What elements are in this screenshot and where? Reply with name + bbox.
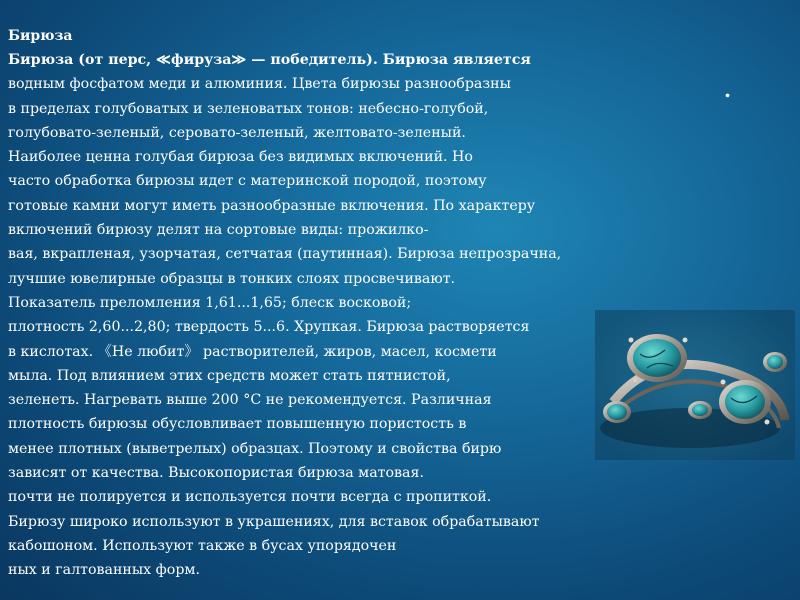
body-line: лучшие ювелирные образцы в тонких слоях просвечивают. — [8, 270, 456, 287]
body-line: в кислотах. 《Не любит》 растворителей, жиров, масел, космети — [8, 343, 497, 360]
body-line: кабошоном. Используют также в бусах упорядочен — [8, 537, 397, 554]
body-line: голубовато-зеленый, серовато-зеленый, желтовато-зеленый. — [8, 124, 466, 141]
bullet-dot: . — [724, 78, 731, 102]
slide-title: Бирюза — [8, 28, 73, 44]
body-line: ных и галтованных форм. — [8, 562, 200, 579]
body-line: готовые камни могут иметь разнообразные включения. По характеру — [8, 197, 536, 214]
body-line: зеленеть. Нагревать выше 200 °С не рекомендуется. Различная — [8, 392, 492, 409]
body-line: зависят от качества. Высокопористая бирюза матовая. — [8, 465, 424, 482]
body-line: мыла. Под влиянием этих средств может стать пятнистой, — [8, 367, 451, 384]
body-line: плотность бирюзы обусловливает повышенную пористость в — [8, 416, 467, 433]
slide-body-text — [8, 48, 668, 583]
body-line: Бирюзу широко используют в украшениях, для вставок обрабатывают — [8, 513, 540, 530]
body-line: менее плотных (выветрелых) образцах. Поэтому и свойства бирю — [8, 440, 502, 457]
body-line: часто обработка бирюзы идет с материнской породой, поэтому — [8, 173, 487, 190]
body-line: Наиболее ценна голубая бирюза без видимых включений. Но — [8, 149, 473, 166]
body-line: включений бирюзу делят на сортовые виды: прожилко- — [8, 222, 429, 239]
body-line: водным фосфатом меди и алюминия. Цвета бирюзы разнообразны — [8, 76, 511, 93]
body-line: Бирюза (от перс, ≪фируза≫ — победитель). Бирюза является — [8, 52, 531, 68]
body-line: почти не полируется и используется почти всегда с пропиткой. — [8, 489, 492, 506]
body-line: плотность 2,60...2,80; твердость 5...6. Хрупкая. Бирюза растворяется — [8, 319, 530, 336]
body-line: вая, вкрапленая, узорчатая, сетчатая (паутинная). Бирюза непрозрачна, — [8, 246, 562, 263]
turquoise-jewelry-image — [595, 310, 795, 460]
body-line: в пределах голубоватых и зеленоватых тонов: небесно-голубой, — [8, 100, 489, 117]
body-line: Показатель преломления 1,61...1,65; блеск восковой; — [8, 294, 412, 311]
